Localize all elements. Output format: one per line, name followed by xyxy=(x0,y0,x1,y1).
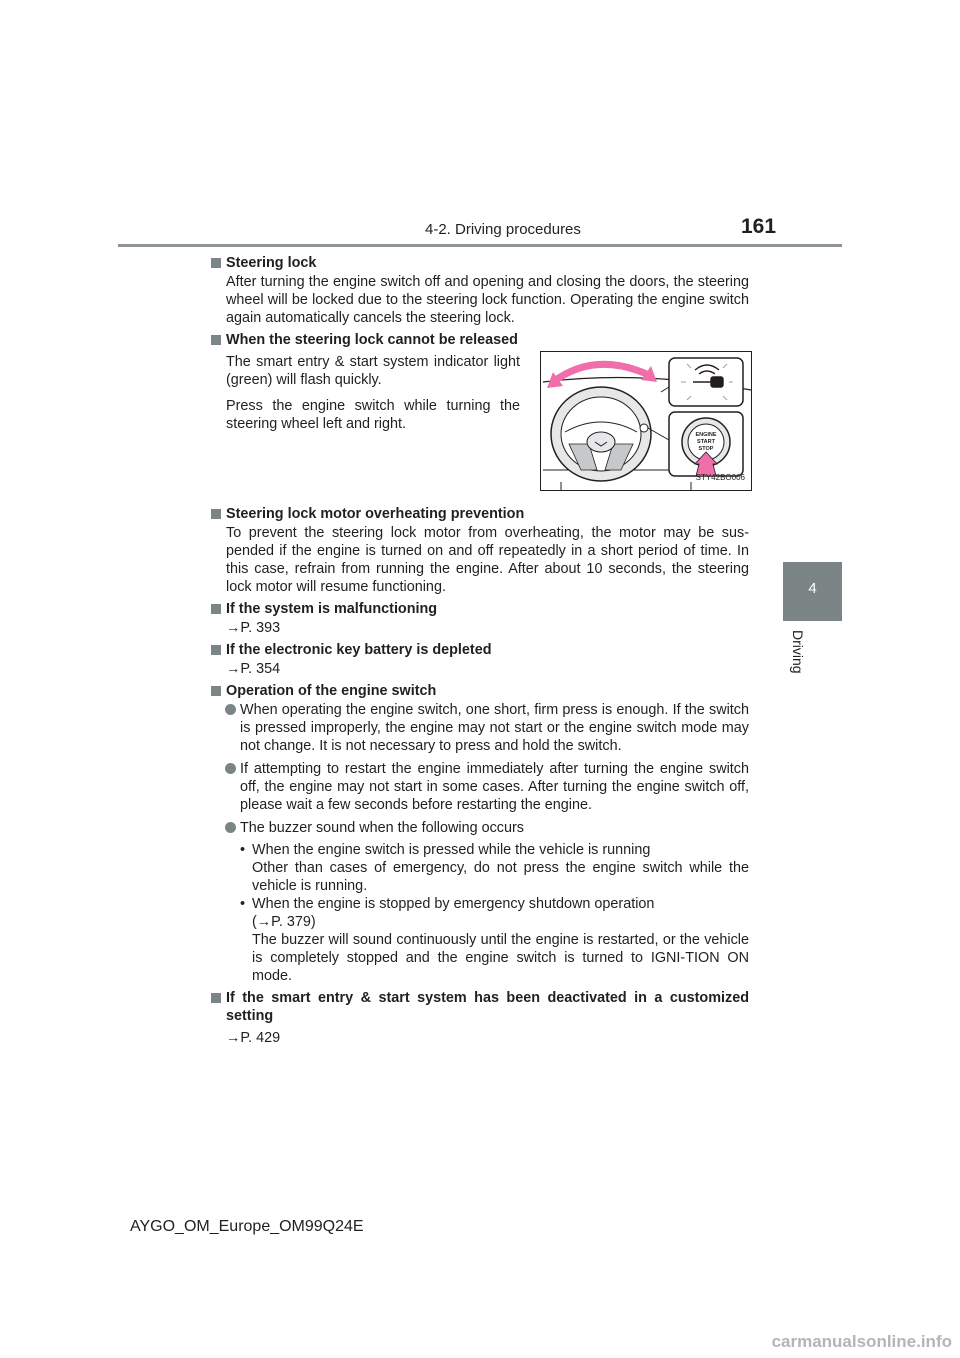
footer-doc-id: AYGO_OM_Europe_OM99Q24E xyxy=(130,1218,364,1235)
figure-code: STY42BO006 xyxy=(695,473,745,482)
small-bullet-icon: • xyxy=(240,896,246,912)
round-bullet-icon xyxy=(225,763,236,774)
lock-release-text xyxy=(211,349,520,441)
sub-item-1-title: When the engine switch is pressed while the vehicle is running xyxy=(252,842,651,858)
small-bullet-icon: • xyxy=(240,842,246,858)
heading-malfunction: If the system is malfunctioning xyxy=(211,600,749,618)
steering-lock-body: After turning the engine switch off and opening and closing the doors, the steering wheel will be locked due to the steering lock function. Operating the engine switch again automatically cancels the steering lock. xyxy=(226,274,749,326)
overheating-body: To prevent the steering lock motor from overheating, the motor may be sus-pended if the engine is turned on and off repeatedly in a short period of time. In this case, refrain from running the engine. After about 10 seconds, the steering lock motor will resume functioning. xyxy=(226,525,749,595)
steering-wheel-illustration xyxy=(540,351,752,491)
heading-deactivated: If the smart entry & start system has been deactivated in a customized setting xyxy=(211,989,749,1025)
press-switch-text: Press the engine switch while turning the steering wheel left and right. xyxy=(226,398,520,432)
heading-battery: If the electronic key battery is depleted xyxy=(211,641,749,659)
sub-item-1-body: Other than cases of emergency, do not press the engine switch while the vehicle is running. xyxy=(252,860,749,894)
square-bullet-icon xyxy=(211,645,221,655)
square-bullet-icon xyxy=(211,993,221,1003)
round-bullet-icon xyxy=(225,704,236,715)
stop-label: STOP xyxy=(698,446,714,452)
engine-label: ENGINE xyxy=(695,432,717,438)
round-bullet-icon xyxy=(225,822,236,833)
sub-item-2 xyxy=(211,895,749,985)
square-bullet-icon xyxy=(211,258,221,268)
square-bullet-icon xyxy=(211,509,221,519)
malfunction-ref-link[interactable]: →P. 393 xyxy=(226,620,281,636)
operation-bullet-1: When operating the engine switch, one short, firm press is enough. If the switch is pressed improperly, the engine may not start or the engine switch mode may not change. It is not necessary to press and hold the switch. xyxy=(211,701,749,755)
operation-bullet-3: The buzzer sound when the following occurs xyxy=(211,819,749,837)
heading-overheating: Steering lock motor overheating prevention xyxy=(211,505,749,523)
header-rule xyxy=(118,244,842,247)
heading-steering-lock: Steering lock xyxy=(211,254,749,272)
chapter-tab-label: Driving xyxy=(790,630,806,674)
battery-ref-link[interactable]: →P. 354 xyxy=(226,661,281,677)
lock-release-block xyxy=(211,349,749,491)
page-number: 161 xyxy=(741,215,777,238)
deactivated-ref-link[interactable]: →P. 429 xyxy=(226,1030,281,1046)
chapter-tab[interactable] xyxy=(783,562,842,621)
square-bullet-icon xyxy=(211,335,221,345)
heading-operation: Operation of the engine switch xyxy=(211,682,749,700)
square-bullet-icon xyxy=(211,604,221,614)
sub-item-2-ref-link[interactable]: (→P. 379) xyxy=(252,914,316,930)
square-bullet-icon xyxy=(211,686,221,696)
start-label: START xyxy=(697,439,715,445)
sub-item-1 xyxy=(211,841,749,895)
page-content xyxy=(211,254,749,1047)
chapter-tab-number: 4 xyxy=(808,580,817,597)
indicator-flash-text: The smart entry & start system indicator light (green) will flash quickly. xyxy=(226,354,520,388)
heading-lock-not-released: When the steering lock cannot be released xyxy=(211,331,749,349)
header-section: 4-2. Driving procedures xyxy=(425,221,581,238)
sub-item-2-body: The buzzer will sound continuously until the engine is restarted, or the vehicle is completely stopped and the engine switch is turned to IGNI-TION ON mode. xyxy=(252,932,749,984)
sub-item-2-title: When the engine is stopped by emergency shutdown operation xyxy=(252,896,655,912)
operation-bullet-2: If attempting to restart the engine immediately after turning the engine switch off, the engine may not start in some cases. After turning the engine switch off, please wait a few seconds before restarting the engine. xyxy=(211,760,749,814)
watermark: carmanualsonline.info xyxy=(771,1332,952,1351)
